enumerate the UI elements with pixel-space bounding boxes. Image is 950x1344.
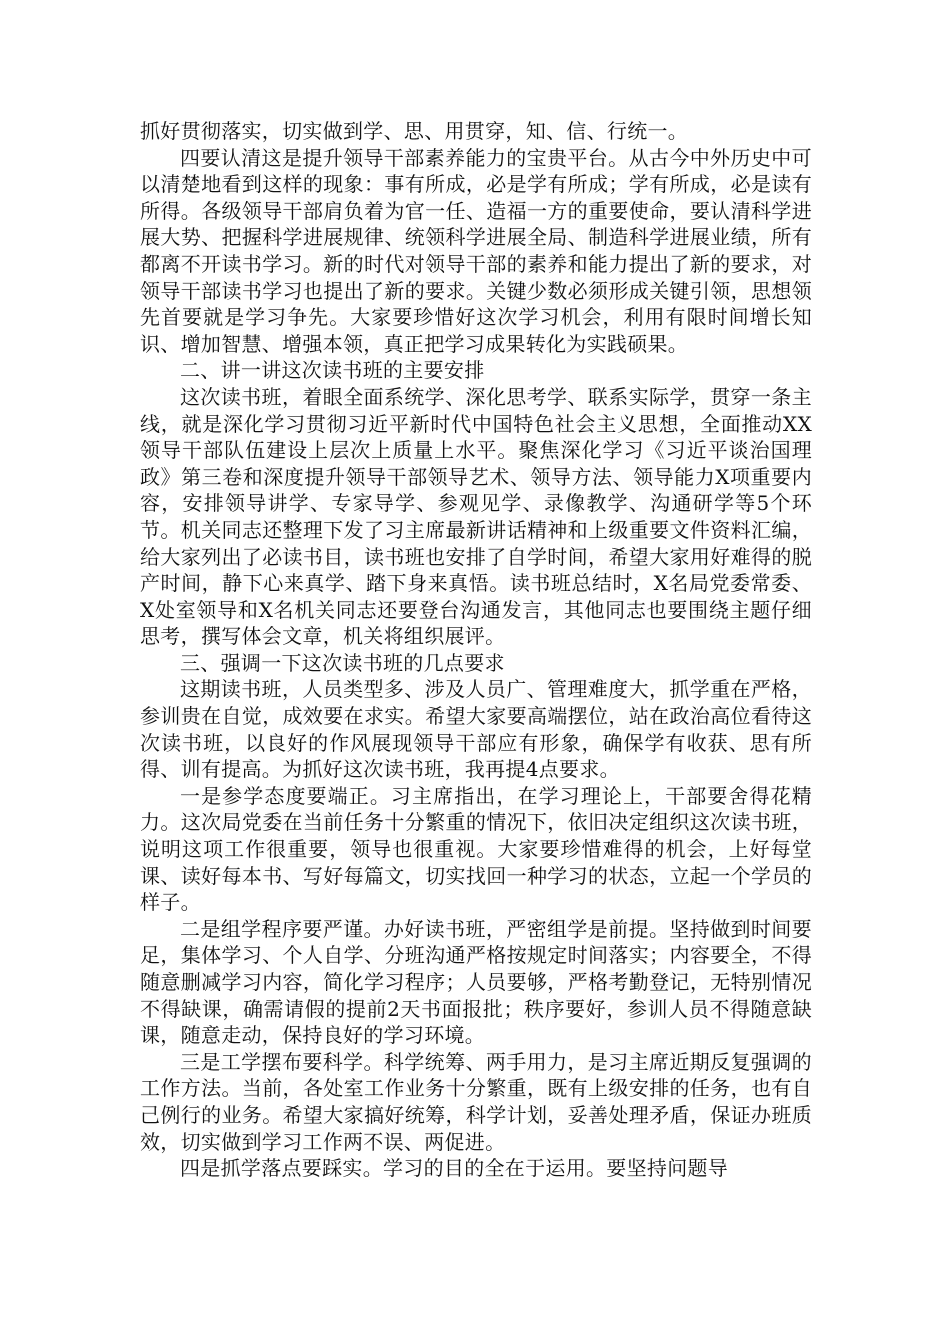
- body-paragraph: 抓好贯彻落实，切实做到学、思、用贯穿，知、信、行统一。: [140, 119, 689, 143]
- section-heading: 二、讲一讲这次读书班的主要安排: [180, 358, 485, 383]
- body-paragraph: 这次读书班，着眼全面系统学、深化思考学、联系实际学，贯穿一条主线，就是深化学习贯彻习近平新时代中国特色社会主义思想，全面推动XX领导干部队伍建设上层次上质量上水平。聚焦深化学习《习近平谈治国理政》第三卷和深度提升领导干部领导艺术、领导方法、领导能力X项重要内容，安排领导讲学、专家导学、参观见学、录像教学、沟通研学等5个环节。机关同志还整理下发了习主席最新讲话精神和上级重要文件资料汇编，给大家列出了必读书目，读书班也安排了自学时间，希望大家用好难得的脱产时间，静下心来真学、踏下身来真悟。读书班总结时，X名局党委常委、X处室领导和X名机关同志还要登台沟通发言，其他同志也要围绕主题仔细思考，撰写体会文章，机关将组织展评。: [140, 384, 812, 649]
- section-heading: 三、强调一下这次读书班的几点要求: [180, 650, 505, 675]
- body-paragraph: 这期读书班，人员类型多、涉及人员广、管理难度大，抓学重在严格，参训贵在自觉，成效要在求实。希望大家要高端摆位，站在政治高位看待这次读书班，以良好的作风展现领导干部应有形象，确保学有收获、思有所得、训有提高。为抓好这次读书班，我再提4点要求。: [140, 677, 812, 782]
- body-paragraph: 四是抓学落点要踩实。学习的目的全在于运用。要坚持问题导: [180, 1156, 729, 1181]
- body-paragraph: 二是组学程序要严谨。办好读书班，严密组学是前提。坚持做到时间要足，集体学习、个人自学、分班沟通严格按规定时间落实；内容要全，不得随意删减学习内容，简化学习程序；人员要够，严格考勤登记，无特别情况不得缺课，确需请假的提前2天书面报批；秩序要好，参训人员不得随意缺课，随意走动，保持良好的学习环境。: [140, 916, 812, 1048]
- body-paragraph: 一是参学态度要端正。习主席指出，在学习理论上，干部要舍得花精力。这次局党委在当前任务十分繁重的情况下，依旧决定组织这次读书班，说明这项工作很重要，领导也很重视。大家要珍惜难得的机会，上好每堂课、读好每本书、写好每篇文，切实找回一种学习的状态，立起一个学员的样子。: [140, 783, 812, 915]
- body-paragraph: 四要认清这是提升领导干部素养能力的宝贵平台。从古今中外历史中可以清楚地看到这样的现象：事有所成，必是学有所成；学有所成，必是读有所得。各级领导干部肩负着为官一任、造福一方的重要使命，要认清科学进展大势、把握科学进展规律、统领科学进展全局、制造科学进展业绩，所有都离不开读书学习。新的时代对领导干部的素养和能力提出了新的要求，对领导干部读书学习也提出了新的要求。关键少数必须形成关键引领，思想领先首要就是学习争先。大家要珍惜好这次学习机会，利用有限时间增长知识、增加智慧、增强本领，真正把学习成果转化为实践硕果。: [140, 145, 812, 356]
- body-paragraph: 三是工学摆布要科学。科学统筹、两手用力，是习主席近期反复强调的工作方法。当前，各处室工作业务十分繁重，既有上级安排的任务，也有自己例行的业务。希望大家搞好统筹，科学计划，妥善处理矛盾，保证办班质效，切实做到学习工作两不误、两促进。: [140, 1049, 812, 1154]
